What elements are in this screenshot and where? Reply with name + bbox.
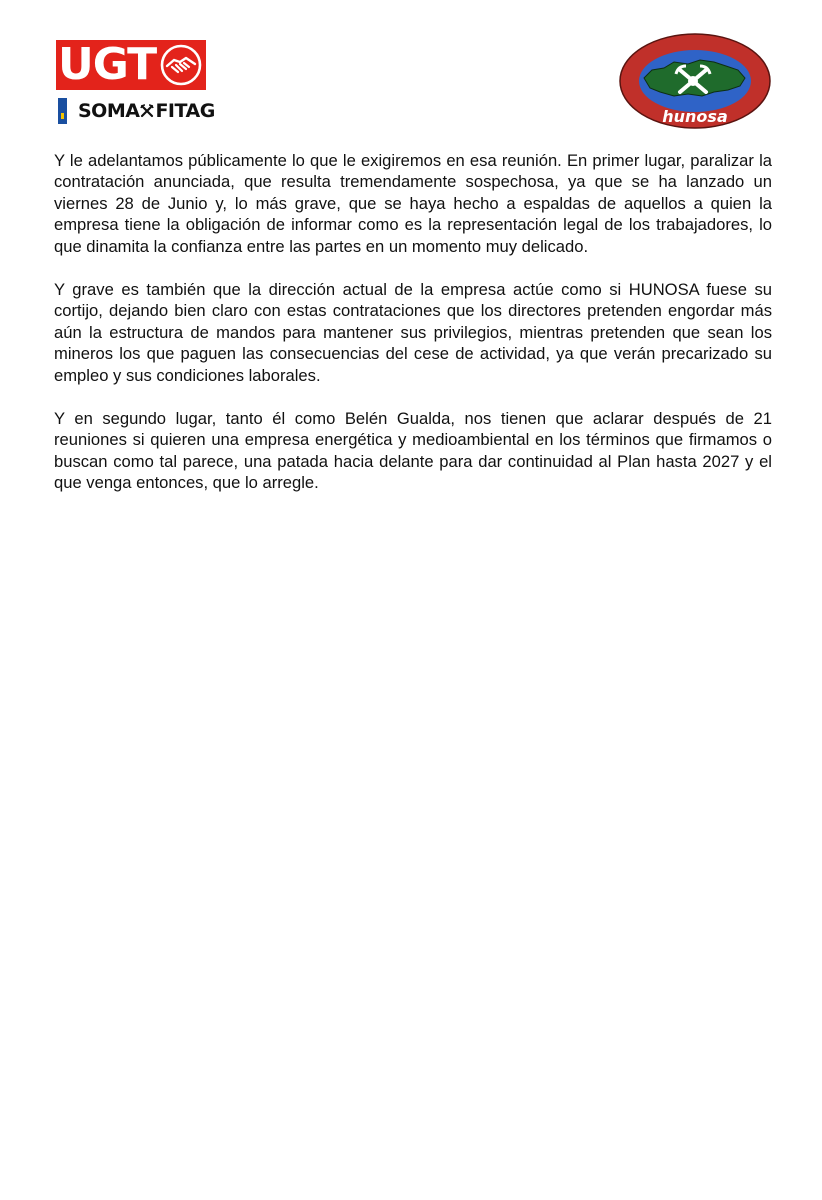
ugt-logo xyxy=(56,39,215,126)
paragraph-1: Y le adelantamos públicamente lo que le exigiremos en esa reunión. En primer lugar, paralizar la contratación anunciada, que resulta tremendamente sospechosa, ya que se ha lanzado un viernes 28 de Junio y, lo más grave, que se haya hecho a espaldas de aquellos a quien la empresa tiene la obligación de informar como es la representación legal de los trabajadores, lo que dinamita la confianza entre las partes en un momento muy delicado. xyxy=(54,151,772,256)
ugt-logo-text: UGT xyxy=(58,39,157,90)
ccoo-top-text: S. S. CC.OO. xyxy=(618,21,725,36)
ccoo-hunosa-emblem xyxy=(618,21,772,130)
document-header xyxy=(0,0,822,140)
asturias-flag-icon xyxy=(58,98,67,124)
paragraph-3: Y en segundo lugar, tanto él como Belén Gualda, nos tienen que aclarar después de 21 reuniones si quieren una empresa energética y medioambiental en los términos que firmamos o buscan como tal parece, una patada hacia delante para dar continuidad al Plan hasta 2027 y el que venga entonces, que lo arregle. xyxy=(54,409,772,493)
soma-fitag-row xyxy=(56,96,215,126)
ugt-logo-banner xyxy=(56,40,206,90)
pickaxe-hammer-icon xyxy=(140,104,154,118)
paragraph-2: Y grave es también que la dirección actual de la empresa actúe como si HUNOSA fuese su cortijo, dejando bien claro con estas contrataciones que los directores pretenden engordar más aún la estructura de mandos para mantener sus privilegios, mientras pretenden que sean los mineros los que paguen las consecuencias del cese de actividad, ya que verán precarizado su empleo y sus condiciones laborales. xyxy=(54,280,772,385)
soma-fitag-text xyxy=(78,98,215,124)
soma-label: SOMA xyxy=(78,100,140,122)
fitag-label: FITAG xyxy=(155,100,215,122)
handshake-icon xyxy=(160,44,202,86)
hunosa-bottom-text: hunosa xyxy=(662,107,728,126)
document-body xyxy=(54,150,772,516)
ccoo-hunosa-logo xyxy=(618,21,772,130)
